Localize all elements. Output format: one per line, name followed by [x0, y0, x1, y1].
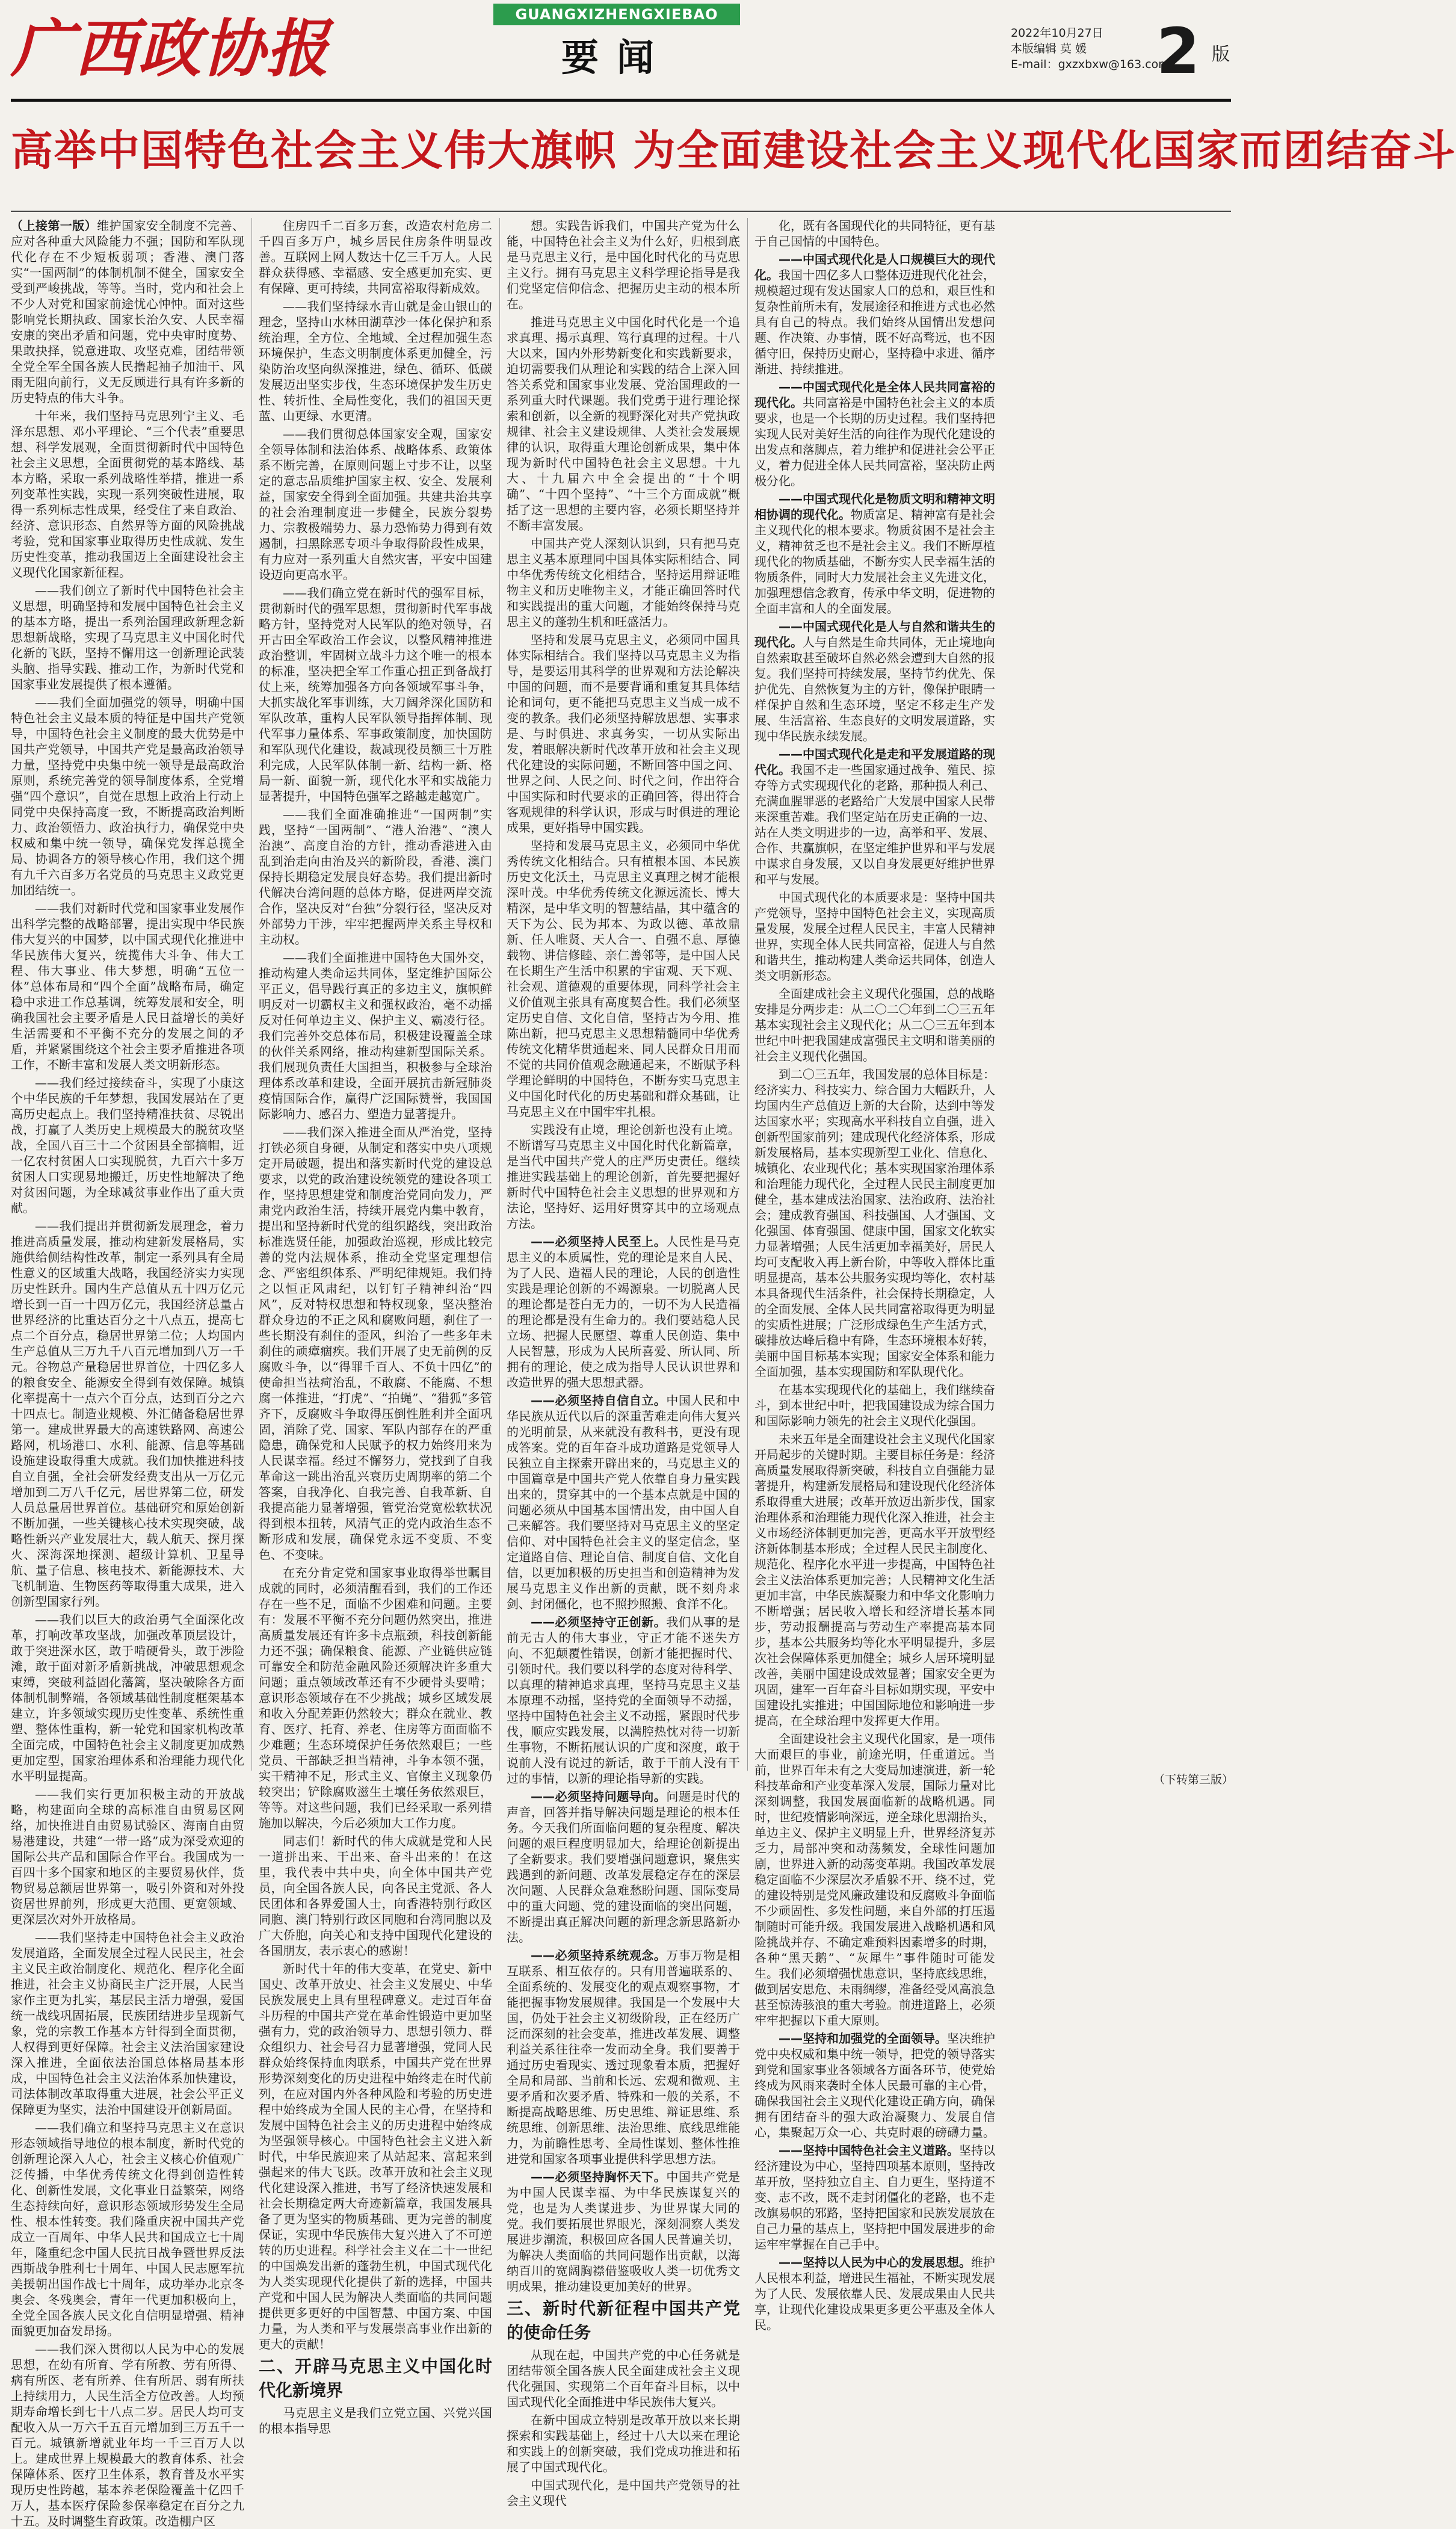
article-paragraph: 全面建成社会主义现代化强国，总的战略安排是分两步走：从二〇二〇年到二〇三五年基本实现社会主义现代化；从二〇三五年到本世纪中叶把我国建成富强民主文明和谐美丽的社会主义现代化强国。	[754, 986, 995, 1063]
column-divider	[499, 218, 500, 1771]
article-paragraph: 十年来，我们坚持马克思列宁主义、毛泽东思想、邓小平理论、“三个代表”重要思想、科学发展观，全面贯彻新时代中国特色社会主义思想，全面贯彻党的基本路线、基本方略，采取一系列战略性举措，推进一系列变革性实践，实现一系列突破性进展，取得一系列标志性成果，经受住了来自政治、经济、意识形态、自然界等方面的风险挑战考验，党和国家事业取得历史性成就、发生历史性变革，推动我国迈上全面建设社会主义现代化国家新征程。	[11, 409, 244, 580]
article-paragraph: 在新中国成立特别是改革开放以来长期探索和实践基础上，经过十八大以来在理论和实践上的创新突破，我们党成功推进和拓展了中国式现代化。	[507, 2413, 740, 2474]
article-paragraph: ——我们实行更加积极主动的开放战略，构建面向全球的高标准自由贸易区网络，加快推进自由贸易试验区、海南自由贸易港建设，共建“一带一路”成为深受欢迎的国际公共产品和国际合作平台。我国成为一百四十多个国家和地区的主要贸易伙伴，货物贸易总额居世界第一，吸引外资和对外投资居世界前列，形成更大范围、更宽领域、更深层次对外开放格局。	[11, 1787, 244, 1927]
article-paragraph: ——我们贯彻总体国家安全观，国家安全领导体制和法治体系、战略体系、政策体系不断完善，在原则问题上寸步不让，以坚定的意志品质维护国家主权、安全、发展利益，国家安全得到全面加强。共建共治共享的社会治理制度进一步健全，民族分裂势力、宗教极端势力、暴力恐怖势力得到有效遏制，扫黑除恶专项斗争取得阶段性成果，有力应对一系列重大自然灾害，平安中国建设迈向更高水平。	[259, 427, 492, 582]
paragraph-text: 我国不走一些国家通过战争、殖民、掠夺等方式实现现代化的老路，那种损人利己、充满血腥罪恶的老路给广大发展中国家人民带来深重苦难。我们坚定站在历史正确的一边、站在人类文明进步的一边，高举和平、发展、合作、共赢旗帜，在坚定维护世界和平与发展中谋求自身发展，又以自身发展更好维护世界和平与发展。	[754, 763, 995, 887]
article-paragraph: ——我们坚持走中国特色社会主义政治发展道路，全面发展全过程人民民主，社会主义民主政治制度化、规范化、程序化全面推进，社会主义协商民主广泛开展，人民当家作主更为扎实，基层民主活力增强，爱国统一战线巩固拓展，民族团结进步呈现新气象，党的宗教工作基本方针得到全面贯彻，人权得到更好保障。社会主义法治国家建设深入推进，全面依法治国总体格局基本形成，中国特色社会主义法治体系加快建设，司法体制改革取得重大进展，社会公平正义保障更为坚实，法治中国建设开创新局面。	[11, 1930, 244, 2117]
article-paragraph: ——我们深入贯彻以人民为中心的发展思想，在幼有所育、学有所教、劳有所得、病有所医、老有所养、住有所居、弱有所扶上持续用力，人民生活全方位改善。人均预期寿命增长到七十八点二岁。居民人均可支配收入从一万六千五百元增加到三万五千一百元。城镇新增就业年均一千三百万人以上。建成世界上规模最大的教育体系、社会保障体系、医疗卫生体系，教育普及水平实现历史性跨越，基本养老保险覆盖十亿四千万人，基本医疗保险参保率稳定在百分之九十五。及时调整生育政策。改造棚户区	[11, 2342, 244, 2528]
article-paragraph: 中国共产党人深刻认识到，只有把马克思主义基本原理同中国具体实际相结合、同中华优秀传统文化相结合，坚持运用辩证唯物主义和历史唯物主义，才能正确回答时代和实践提出的重大问题，才能始终保持马克思主义的蓬勃生机和旺盛活力。	[507, 536, 740, 629]
article-paragraph	[507, 1948, 740, 2167]
paragraph-text: 维护国家安全制度不完善、应对各种重大风险能力不强；国防和军队现代化存在不少短板弱项；香港、澳门落实“一国两制”的体制机制不健全，国家安全受到严峻挑战，等等。当时，党内和社会上不少人对党和国家前途忧心忡忡。面对这些影响党长期执政、国家长治久安、人民幸福安康的突出矛盾和问题，党中央审时度势、果敢抉择，锐意进取、攻坚克难，团结带领全党全军全国各族人民撸起袖子加油干、风雨无阻向前行，义无反顾进行具有许多新的历史特点的伟大斗争。	[11, 218, 245, 405]
continued-from-label: （上接第一版）	[11, 218, 97, 233]
article-paragraph: 未来五年是全面建设社会主义现代化国家开局起步的关键时期。主要目标任务是：经济高质量发展取得新突破，科技自立自强能力显著提升，构建新发展格局和建设现代化经济体系取得重大进展；改革开放迈出新步伐，国家治理体系和治理能力现代化深入推进，社会主义市场经济体制更加完善，更高水平开放型经济新体制基本形成；全过程人民民主制度化、规范化、程序化水平进一步提高，中国特色社会主义法治体系更加完善；人民精神文化生活更加丰富，中华民族凝聚力和中华文化影响力不断增强；居民收入增长和经济增长基本同步，劳动报酬提高与劳动生产率提高基本同步，基本公共服务均等化水平明显提升，多层次社会保障体系更加健全；城乡人居环境明显改善，美丽中国建设成效显著；国家安全更为巩固，建军一百年奋斗目标如期实现，平安中国建设扎实推进；中国国际地位和影响进一步提高，在全球治理中发挥更大作用。	[754, 1432, 995, 1728]
article-paragraph	[754, 2031, 995, 2140]
article-paragraph: 坚持和发展马克思主义，必须同中华优秀传统文化相结合。只有植根本国、本民族历史文化沃土，马克思主义真理之树才能根深叶茂。中华优秀传统文化源远流长、博大精深，是中华文明的智慧结晶，其中蕴含的天下为公、民为邦本、为政以德、革故鼎新、任人唯贤、天人合一、自强不息、厚德载物、讲信修睦、亲仁善邻等，是中国人民在长期生产生活中积累的宇宙观、天下观、社会观、道德观的重要体现，同科学社会主义价值观主张具有高度契合性。我们必须坚定历史自信、文化自信，坚持古为今用、推陈出新，把马克思主义思想精髓同中华优秀传统文化精华贯通起来、同人民群众日用而不觉的共同价值观念融通起来，不断赋予科学理论鲜明的中国特色，不断夯实马克思主义中国化时代化的历史基础和群众基础，让马克思主义在中国牢牢扎根。	[507, 838, 740, 1119]
article-paragraph	[507, 1393, 740, 1612]
article-paragraph: 实践没有止境，理论创新也没有止境。不断谱写马克思主义中国化时代化新篇章，是当代中国共产党人的庄严历史责任。继续推进实践基础上的理论创新，首先要把握好新时代中国特色社会主义思想的世界观和方法论，坚持好、运用好贯穿其中的立场观点方法。	[507, 1122, 740, 1231]
article-column-2	[259, 218, 492, 2436]
paragraph-lead: ——坚持中国特色社会主义道路。	[779, 2143, 959, 2158]
paragraph-text: 问题是时代的声音，回答并指导解决问题是理论的根本任务。今天我们所面临问题的复杂程度、解决问题的艰巨程度明显加大，给理论创新提出了全新要求。我们要增强问题意识，聚焦实践遇到的新问题、改革发展稳定存在的深层次问题、人民群众急难愁盼问题、国际变局中的重大问题、党的建设面临的突出问题，不断提出真正解决问题的新理念新思路新办法。	[507, 1789, 741, 1945]
article-paragraph: 中国式现代化的本质要求是：坚持中国共产党领导，坚持中国特色社会主义，实现高质量发展，发展全过程人民民主，丰富人民精神世界，实现全体人民共同富裕，促进人与自然和谐共生，推动构建人类命运共同体，创造人类文明新形态。	[754, 890, 995, 983]
paragraph-text: 中国共产党是为中国人民谋幸福、为中华民族谋复兴的党，也是为人类谋进步、为世界谋大同的党。我们要拓展世界眼光，深刻洞察人类发展进步潮流，积极回应各国人民普遍关切，为解决人类面临的共同问题作出贡献，以海纳百川的宽阔胸襟借鉴吸收人类一切优秀文明成果，推动建设更加美好的世界。	[507, 2170, 741, 2294]
paragraph-text: 人与自然是生命共同体，无止境地向自然索取甚至破坏自然必然会遭到大自然的报复。我们坚持可持续发展，坚持节约优先、保护优先、自然恢复为主的方针，像保护眼睛一样保护自然和生态环境，坚定不移走生产发展、生活富裕、生态良好的文明发展道路，实现中华民族永续发展。	[754, 635, 995, 743]
newspaper-logo: 广西政协报	[11, 11, 330, 85]
section-subheading: 二、开辟马克思主义中国化时代化新境界	[259, 2356, 492, 2400]
column-divider	[747, 218, 748, 1771]
article-paragraph: 全面建设社会主义现代化国家，是一项伟大而艰巨的事业，前途光明，任重道远。当前，世界百年未有之大变局加速演进，新一轮科技革命和产业变革深入发展，国际力量对比深刻调整，我国发展面临新的战略机遇。同时，世纪疫情影响深远，逆全球化思潮抬头，单边主义、保护主义明显上升，世界经济复苏乏力，局部冲突和动荡频发，全球性问题加剧，世界进入新的动荡变革期。我国改革发展稳定面临不少深层次矛盾躲不开、绕不过，党的建设特别是党风廉政建设和反腐败斗争面临不少顽固性、多发性问题，来自外部的打压遏制随时可能升级。我国发展进入战略机遇和风险挑战并存、不确定难预料因素增多的时期，各种“黑天鹅”、“灰犀牛”事件随时可能发生。我们必须增强忧患意识，坚持底线思维，做到居安思危、未雨绸缪，准备经受风高浪急甚至惊涛骇浪的重大考验。前进道路上，必须牢牢把握以下重大原则。	[754, 1732, 995, 2028]
article-paragraph: 马克思主义是我们立党立国、兴党兴国的根本指导思	[259, 2406, 492, 2436]
article-paragraph	[754, 2255, 995, 2333]
headline-rule	[11, 211, 1231, 212]
article-paragraph: 新时代十年的伟大变革，在党史、新中国史、改革开放史、社会主义发展史、中华民族发展史上具有里程碑意义。走过百年奋斗历程的中国共产党在革命性锻造中更加坚强有力，党的政治领导力、思想引领力、群众组织力、社会号召力显著增强，党同人民群众始终保持血肉联系，中国共产党在世界形势深刻变化的历史进程中始终走在时代前列，在应对国内外各种风险和考验的历史进程中始终成为全国人民的主心骨，在坚持和发展中国特色社会主义的历史进程中始终成为坚强领导核心。中国特色社会主义进入新时代，中华民族迎来了从站起来、富起来到强起来的伟大飞跃。改革开放和社会主义现代化建设深入推进，书写了经济快速发展和社会长期稳定两大奇迹新篇章，我国发展具备了更为坚实的物质基础、更为完善的制度保证，实现中华民族伟大复兴进入了不可逆转的历史进程。科学社会主义在二十一世纪的中国焕发出新的蓬勃生机，中国式现代化为人类实现现代化提供了新的选择，中国共产党和中国人民为解决人类面临的共同问题提供更多更好的中国智慧、中国方案、中国力量，为人类和平与发展崇高事业作出新的更大的贡献！	[259, 1961, 492, 2351]
column-divider	[251, 218, 252, 1771]
paragraph-lead: ——中国式现代化是走和平发展道路的现代化。	[754, 747, 995, 777]
article-paragraph	[754, 379, 995, 489]
issue-date: 2022年10月27日	[1011, 26, 1103, 40]
pinyin-title-bar: GUANGXIZHENGXIEBAO	[493, 4, 740, 25]
paragraph-text: 坚持以经济建设为中心，坚持四项基本原则，坚持改革开放，坚持独立自主、自力更生，坚持道不变、志不改，既不走封闭僵化的老路，也不走改旗易帜的邪路，坚持把国家和民族发展放在自己力量的基点上，坚持把中国发展进步的命运牢牢掌握在自己手中。	[754, 2143, 995, 2252]
article-paragraph	[11, 218, 244, 406]
paragraph-text: 维护人民根本利益，增进民生福祉，不断实现发展为了人民、发展依靠人民、发展成果由人民共享，让现代化建设成果更多更公平惠及全体人民。	[754, 2255, 995, 2332]
article-paragraph: ——我们经过接续奋斗，实现了小康这个中华民族的千年梦想，我国发展站在了更高历史起点上。我们坚持精准扶贫、尽锐出战，打赢了人类历史上规模最大的脱贫攻坚战，全国八百三十二个贫困县全部摘帽，近一亿农村贫困人口实现脱贫，九百六十多万贫困人口实现易地搬迁，历史性地解决了绝对贫困问题，为全球减贫事业作出了重大贡献。	[11, 1076, 244, 1215]
paragraph-text: 共同富裕是中国特色社会主义的本质要求，也是一个长期的历史过程。我们坚持把实现人民对美好生活的向往作为现代化建设的出发点和落脚点，着力维护和促进社会公平正义，着力促进全体人民共同富裕，坚决防止两极分化。	[754, 395, 995, 488]
article-paragraph: ——我们提出并贯彻新发展理念，着力推进高质量发展，推动构建新发展格局，实施供给侧结构性改革，制定一系列具有全局性意义的区域重大战略，我国经济实力实现历史性跃升。国内生产总值从五十四万亿元增长到一百一十四万亿元，我国经济总量占世界经济的比重达百分之十八点五，提高七点二个百分点，稳居世界第二位；人均国内生产总值从三万九千八百元增加到八万一千元。谷物总产量稳居世界首位，十四亿多人的粮食安全、能源安全得到有效保障。城镇化率提高十一点六个百分点，达到百分之六十四点七。制造业规模、外汇储备稳居世界第一。建成世界最大的高速铁路网、高速公路网，机场港口、水利、能源、信息等基础设施建设取得重大成就。我们加快推进科技自立自强，全社会研发经费支出从一万亿元增加到二万八千亿元，居世界第二位，研发人员总量居世界首位。基础研究和原始创新不断加强，一些关键核心技术实现突破，战略性新兴产业发展壮大，载人航天、探月探火、深海深地探测、超级计算机、卫星导航、量子信息、核电技术、新能源技术、大飞机制造、生物医药等取得重大成果，进入创新型国家行列。	[11, 1219, 244, 1609]
article-paragraph: ——我们深入推进全面从严治党，坚持打铁必须自身硬，从制定和落实中央八项规定开局破题，提出和落实新时代党的建设总要求，以党的政治建设统领党的建设各项工作，坚持思想建党和制度治党同向发力，严肃党内政治生活，持续开展党内集中教育，提出和坚持新时代党的组织路线，突出政治标准选贤任能，加强政治巡视，形成比较完善的党内法规体系，推动全党坚定理想信念、严密组织体系、严明纪律规矩。我们持之以恒正风肃纪，以钉钉子精神纠治“四风”，反对特权思想和特权现象，坚决整治群众身边的不正之风和腐败问题，刹住了一些长期没有刹住的歪风，纠治了一些多年未刹住的顽瘴痼疾。我们开展了史无前例的反腐败斗争，以“得罪千百人、不负十四亿”的使命担当祛疴治乱，不敢腐、不能腐、不想腐一体推进，“打虎”、“拍蝇”、“猎狐”多管齐下，反腐败斗争取得压倒性胜利并全面巩固，消除了党、国家、军队内部存在的严重隐患，确保党和人民赋予的权力始终用来为人民谋幸福。经过不懈努力，党找到了自我革命这一跳出治乱兴衰历史周期率的第二个答案，自我净化、自我完善、自我革新、自我提高能力显著增强，管党治党宽松软状况得到根本扭转，风清气正的党内政治生态不断形成和发展，确保党永远不变质、不变色、不变味。	[259, 1125, 492, 1562]
article-paragraph: ——我们创立了新时代中国特色社会主义思想，明确坚持和发展中国特色社会主义的基本方略，提出一系列治国理政新理念新思想新战略，实现了马克思主义中国化时代化新的飞跃，坚持不懈用这一创新理论武装头脑、指导实践、推动工作，为新时代党和国家事业发展提供了根本遵循。	[11, 583, 244, 692]
paragraph-lead: ——中国式现代化是人与自然和谐共生的现代化。	[754, 619, 995, 649]
section-subheading: 三、新时代新征程中国共产党的使命任务	[507, 2298, 740, 2342]
paragraph-lead: ——必须坚持守正创新。	[531, 1615, 667, 1629]
article-paragraph: 同志们！新时代的伟大成就是党和人民一道拼出来、干出来、奋斗出来的！在这里，我代表中共中央，向全体中国共产党员，向全国各族人民，向各民主党派、各人民团体和各界爱国人士，向香港特别行政区同胞、澳门特别行政区同胞和台湾同胞以及广大侨胞，向关心和支持中国现代化建设的各国朋友，表示衷心的感谢！	[259, 1834, 492, 1958]
paragraph-text: 中国人民和中华民族从近代以后的深重苦难走向伟大复兴的光明前景，从来就没有教科书，更没有现成答案。党的百年奋斗成功道路是党领导人民独立自主探索开辟出来的，马克思主义的中国篇章是中国共产党人依靠自身力量实践出来的，贯穿其中的一个基本点就是中国的问题必须从中国基本国情出发，由中国人自己来解答。我们要坚持对马克思主义的坚定信仰、对中国特色社会主义的坚定信念，坚定道路自信、理论自信、制度自信、文化自信，以更加积极的历史担当和创造精神为发展马克思主义作出新的贡献，既不刻舟求剑、封闭僵化，也不照抄照搬、食洋不化。	[507, 1393, 741, 1611]
article-paragraph	[754, 252, 995, 377]
page-editor: 本版编辑 莫 媛	[1011, 42, 1087, 55]
paragraph-lead: ——必须坚持自信自立。	[531, 1393, 667, 1408]
paragraph-lead: ——中国式现代化是全体人民共同富裕的现代化。	[754, 380, 995, 410]
article-column-4	[754, 218, 995, 2332]
paragraph-text: 坚决维护党中央权威和集中统一领导，把党的领导落实到党和国家事业各领域各方面各环节，使党始终成为风雨来袭时全体人民最可靠的主心骨，确保我国社会主义现代化建设正确方向，确保拥有团结奋斗的强大政治凝聚力、发展自信心，集聚起万众一心、共克时艰的磅礴力量。	[754, 2031, 995, 2140]
masthead	[0, 0, 1242, 102]
paragraph-lead: ——必须坚持人民至上。	[531, 1234, 667, 1249]
article-paragraph: 住房四千二百多万套，改造农村危房二千四百多万户，城乡居民住房条件明显改善。互联网上网人数达十亿三千万人。人民群众获得感、幸福感、安全感更加充实、更有保障、更可持续，共同富裕取得新成效。	[259, 218, 492, 296]
article-paragraph	[754, 491, 995, 616]
article-paragraph	[507, 1789, 740, 1945]
page-suffix: 版	[1212, 44, 1230, 65]
article-paragraph	[754, 619, 995, 744]
paragraph-lead: ——中国式现代化是人口规模巨大的现代化。	[754, 252, 995, 282]
paragraph-lead: ——必须坚持胸怀天下。	[531, 2170, 667, 2184]
article-column-3	[507, 218, 741, 2508]
article-paragraph: 推进马克思主义中国化时代化是一个追求真理、揭示真理、笃行真理的过程。十八大以来，国内外形势新变化和实践新要求，迫切需要我们从理论和实践的结合上深入回答关系党和国家事业发展、党治国理政的一系列重大时代课题。我们党勇于进行理论探索和创新，以全新的视野深化对共产党执政规律、社会主义建设规律、人类社会发展规律的认识，取得重大理论创新成果，集中体现为新时代中国特色社会主义思想。十九大、十九届六中全会提出的“十个明确”、“十四个坚持”、“十三个方面成就”概括了这一思想的主要内容，必须长期坚持并不断丰富发展。	[507, 315, 740, 533]
article-column-1	[11, 218, 245, 2528]
continued-note: （下转第三版）	[1153, 1773, 1233, 1786]
paragraph-lead: ——坚持以人民为中心的发展思想。	[779, 2255, 971, 2270]
paragraph-text: 我们从事的是前无古人的伟大事业，守正才能不迷失方向、不犯颠覆性错误，创新才能把握时代、引领时代。我们要以科学的态度对待科学、以真理的精神追求真理，坚持马克思主义基本原理不动摇，坚持党的全面领导不动摇，坚持中国特色社会主义不动摇，紧跟时代步伐，顺应实践发展，以满腔热忱对待一切新生事物，不断拓展认识的广度和深度，敢于说前人没有说过的新话，敢于干前人没有干过的事情，以新的理论指导新的实践。	[507, 1615, 741, 1786]
article-paragraph: ——我们确立和坚持马克思主义在意识形态领域指导地位的根本制度，新时代党的创新理论深入人心，社会主义核心价值观广泛传播，中华优秀传统文化得到创造性转化、创新性发展，文化事业日益繁荣，网络生态持续向好，意识形态领域形势发生全局性、根本性转变。我们隆重庆祝中国共产党成立一百周年、中华人民共和国成立七十周年，隆重纪念中国人民抗日战争暨世界反法西斯战争胜利七十周年、中国人民志愿军抗美援朝出国作战七十周年，成功举办北京冬奥会、冬残奥会，青年一代更加积极向上，全党全国各族人民文化自信明显增强、精神面貌更加奋发昂扬。	[11, 2120, 244, 2338]
paragraph-lead: ——中国式现代化是物质文明和精神文明相协调的现代化。	[754, 492, 995, 522]
paragraph-lead: ——必须坚持问题导向。	[531, 1789, 667, 1804]
article-paragraph: ——我们全面准确推进“一国两制”实践，坚持“一国两制”、“港人治港”、“澳人治澳”、高度自治的方针，推动香港进入由乱到治走向由治及兴的新阶段，香港、澳门保持长期稳定发展良好态势。我们提出新时代解决台湾问题的总体方略，促进两岸交流合作，坚决反对“台独”分裂行径，坚决反对外部势力干涉，牢牢把握两岸关系主导权和主动权。	[259, 807, 492, 947]
article-paragraph: 在基本实现现代化的基础上，我们继续奋斗，到本世纪中叶，把我国建设成为综合国力和国际影响力领先的社会主义现代化强国。	[754, 1382, 995, 1428]
article-paragraph: 想。实践告诉我们，中国共产党为什么能，中国特色社会主义为什么好，归根到底是马克思主义行，是中国化时代化的马克思主义行。拥有马克思主义科学理论指导是我们党坚定信仰信念、把握历史主动的根本所在。	[507, 218, 740, 311]
paragraph-text: 万事万物是相互联系、相互依存的。只有用普遍联系的、全面系统的、发展变化的观点观察事物，才能把握事物发展规律。我国是一个发展中大国，仍处于社会主义初级阶段，正在经历广泛而深刻的社会变革，推进改革发展、调整利益关系往往牵一发而动全身。我们要善于通过历史看现实、透过现象看本质，把握好全局和局部、当前和长远、宏观和微观、主要矛盾和次要矛盾、特殊和一般的关系，不断提高战略思维、历史思维、辩证思维、系统思维、创新思维、法治思维、底线思维能力，为前瞻性思考、全局性谋划、整体性推进党和国家各项事业提供科学思想方法。	[507, 1948, 741, 2166]
article-paragraph: 在充分肯定党和国家事业取得举世瞩目成就的同时，必须清醒看到，我们的工作还存在一些不足，面临不少困难和问题。主要有：发展不平衡不充分问题仍然突出，推进高质量发展还有许多卡点瓶颈，科技创新能力还不强；确保粮食、能源、产业链供应链可靠安全和防范金融风险还须解决许多重大问题；重点领域改革还有不少硬骨头要啃；意识形态领域存在不少挑战；城乡区域发展和收入分配差距仍然较大；群众在就业、教育、医疗、托育、养老、住房等方面面临不少难题；生态环境保护任务依然艰巨；一些党员、干部缺乏担当精神，斗争本领不强，实干精神不足，形式主义、官僚主义现象仍较突出；铲除腐败滋生土壤任务依然艰巨，等等。对这些问题，我们已经采取一系列措施加以解决，今后必须加大工作力度。	[259, 1565, 492, 1830]
article-paragraph: 化，既有各国现代化的共同特征，更有基于自己国情的中国特色。	[754, 218, 995, 249]
paragraph-text: 人民性是马克思主义的本质属性，党的理论是来自人民、为了人民、造福人民的理论，人民的创造性实践是理论创新的不竭源泉。一切脱离人民的理论都是苍白无力的，一切不为人民造福的理论都是没有生命力的。我们要站稳人民立场、把握人民愿望、尊重人民创造、集中人民智慧，形成为人民所喜爱、所认同、所拥有的理论，使之成为指导人民认识世界和改造世界的强大思想武器。	[507, 1234, 741, 1390]
article-paragraph: ——我们全面推进中国特色大国外交，推动构建人类命运共同体，坚定维护国际公平正义，倡导践行真正的多边主义，旗帜鲜明反对一切霸权主义和强权政治，毫不动摇反对任何单边主义、保护主义、霸凌行径。我们完善外交总体布局，积极建设覆盖全球的伙伴关系网络，推动构建新型国际关系。我们展现负责任大国担当，积极参与全球治理体系改革和建设，全面开展抗击新冠肺炎疫情国际合作，赢得广泛国际赞誉，我国国际影响力、感召力、塑造力显著提升。	[259, 950, 492, 1121]
page-number: 2	[1156, 14, 1200, 88]
article-paragraph: ——我们对新时代党和国家事业发展作出科学完整的战略部署，提出实现中华民族伟大复兴的中国梦，以中国式现代化推进中华民族伟大复兴，统揽伟大斗争、伟大工程、伟大事业、伟大梦想，明确“五位一体”总体布局和“四个全面”战略布局，确定稳中求进工作总基调，统筹发展和安全，明确我国社会主要矛盾是人民日益增长的美好生活需要和不平衡不充分的发展之间的矛盾，并紧紧围绕这个社会主要矛盾推进各项工作，不断丰富和发展人类文明新形态。	[11, 901, 244, 1072]
article-paragraph: ——我们确立党在新时代的强军目标，贯彻新时代的强军思想，贯彻新时代军事战略方针，坚持党对人民军队的绝对领导，召开古田全军政治工作会议，以整风精神推进政治整训，牢固树立战斗力这个唯一的根本的标准，坚决把全军工作重心扭正到备战打仗上来，统筹加强各方向各领域军事斗争，大抓实战化军事训练，大刀阔斧深化国防和军队改革，重构人民军队领导指挥体制、现代军事力量体系、军事政策制度，加快国防和军队现代化建设，裁减现役员额三十万胜利完成，人民军队体制一新、结构一新、格局一新、面貌一新，现代化水平和实战能力显著提升，中国特色强军之路越走越宽广。	[259, 586, 492, 803]
paragraph-text: 物质富足、精神富有是社会主义现代化的根本要求。物质贫困不是社会主义，精神贫乏也不是社会主义。我们不断厚植现代化的物质基础，不断夯实人民幸福生活的物质条件，同时大力发展社会主义先进文化，加强理想信念教育，传承中华文明，促进物的全面丰富和人的全面发展。	[754, 507, 995, 616]
article-paragraph: ——我们全面加强党的领导，明确中国特色社会主义最本质的特征是中国共产党领导，中国特色社会主义制度的最大优势是中国共产党领导，中国共产党是最高政治领导力量，坚持党中央集中统一领导是最高政治原则，系统完善党的领导制度体系，全党增强“四个意识”，自觉在思想上政治上行动上同党中央保持高度一致，不断提高政治判断力、政治领悟力、政治执行力，确保党中央权威和集中统一领导，确保党发挥总揽全局、协调各方的领导核心作用，我们这个拥有九千六百多万名党员的马克思主义政党更加团结统一。	[11, 695, 244, 897]
article-paragraph: 到二〇三五年，我国发展的总体目标是：经济实力、科技实力、综合国力大幅跃升，人均国内生产总值迈上新的大台阶，达到中等发达国家水平；实现高水平科技自立自强，进入创新型国家前列；建成现代化经济体系，形成新发展格局，基本实现新型工业化、信息化、城镇化、农业现代化；基本实现国家治理体系和治理能力现代化，全过程人民民主制度更加健全，基本建成法治国家、法治政府、法治社会；建成教育强国、科技强国、人才强国、文化强国、体育强国、健康中国，国家文化软实力显著增强；人民生活更加幸福美好，居民人均可支配收入再上新台阶，中等收入群体比重明显提高，基本公共服务实现均等化，农村基本具备现代生活条件，社会保持长期稳定，人的全面发展、全体人民共同富裕取得更为明显的实质性进展；广泛形成绿色生产生活方式，碳排放达峰后稳中有降，生态环境根本好转，美丽中国目标基本实现；国家安全体系和能力全面加强，基本实现国防和军队现代化。	[754, 1067, 995, 1379]
article-paragraph	[754, 746, 995, 887]
article-paragraph	[507, 1234, 740, 1390]
article-paragraph: ——我们坚持绿水青山就是金山银山的理念，坚持山水林田湖草沙一体化保护和系统治理，全方位、全地域、全过程加强生态环境保护，生态文明制度体系更加健全，污染防治攻坚向纵深推进，绿色、循环、低碳发展迈出坚实步伐，生态环境保护发生历史性、转折性、全局性变化，我们的祖国天更蓝、山更绿、水更清。	[259, 299, 492, 423]
editor-email: E-mail：gxzxbxw@163.com	[1011, 58, 1170, 71]
article-paragraph: ——我们以巨大的政治勇气全面深化改革，打响改革攻坚战，加强改革顶层设计，敢于突进深水区，敢于啃硬骨头，敢于涉险滩，敢于面对新矛盾新挑战，冲破思想观念束缚，突破利益固化藩篱，坚决破除各方面体制机制弊端，各领域基础性制度框架基本建立，许多领域实现历史性变革、系统性重塑、整体性重构，新一轮党和国家机构改革全面完成，中国特色社会主义制度更加成熟更加定型，国家治理体系和治理能力现代化水平明显提高。	[11, 1612, 244, 1783]
article-paragraph: 从现在起，中国共产党的中心任务就是团结带领全国各族人民全面建成社会主义现代化强国、实现第二个百年奋斗目标，以中国式现代化全面推进中华民族伟大复兴。	[507, 2348, 740, 2409]
article-paragraph	[507, 1614, 740, 1786]
article-paragraph	[754, 2143, 995, 2252]
masthead-rule	[11, 99, 1231, 102]
article-paragraph: 坚持和发展马克思主义，必须同中国具体实际相结合。我们坚持以马克思主义为指导，是要运用其科学的世界观和方法论解决中国的问题，而不是要背诵和重复其具体结论和词句，更不能把马克思主义当成一成不变的教条。我们必须坚持解放思想、实事求是、与时俱进、求真务实，一切从实际出发，着眼解决新时代改革开放和社会主义现代化建设的实际问题，不断回答中国之问、世界之问、人民之问、时代之问，作出符合中国实际和时代要求的正确回答，得出符合客观规律的科学认识，形成与时俱进的理论成果，更好指导中国实践。	[507, 633, 740, 835]
headline: 高举中国特色社会主义伟大旗帜 为全面建设社会主义现代化国家而团结奋斗	[11, 126, 1456, 175]
paragraph-text: 我国十四亿多人口整体迈进现代化社会，规模超过现有发达国家人口的总和，艰巨性和复杂性前所未有，发展途径和推进方式也必然具有自己的特点。我们始终从国情出发想问题、作决策、办事情，既不好高骛远，也不因循守旧，保持历史耐心，坚持稳中求进、循序渐进、持续推进。	[754, 268, 995, 376]
paragraph-lead: ——必须坚持系统观念。	[531, 1948, 667, 1963]
paragraph-lead: ——坚持和加强党的全面领导。	[779, 2031, 947, 2046]
article-paragraph	[507, 2169, 740, 2294]
section-title: 要闻	[561, 36, 672, 79]
article-paragraph: 中国式现代化，是中国共产党领导的社会主义现代	[507, 2478, 740, 2508]
